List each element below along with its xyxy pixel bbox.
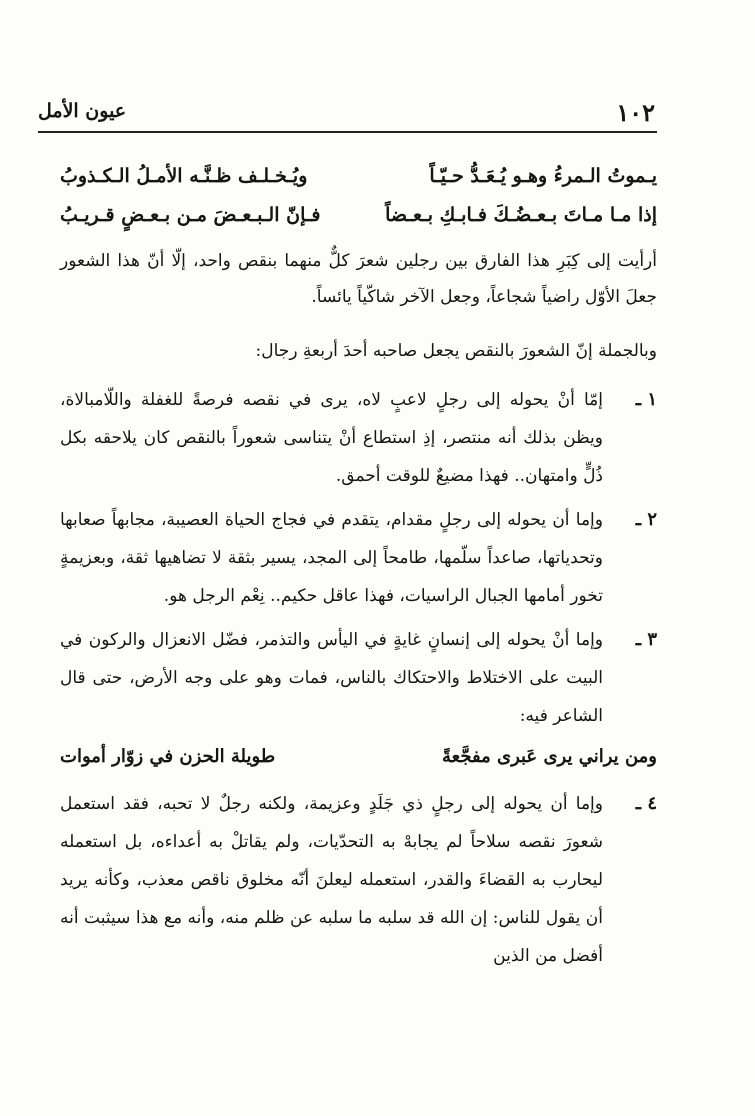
list-item-text: وإما أنْ يحوله إلى إنسانٍ غايةٍ في اليأس والتذمر، فضّل الانعزال والركون في البيت على الاختلاط والاحتكاك بالناس، فمات وهو على وجه الأرض، حتى قال الشاعر فيه: (60, 630, 603, 726)
verse-line (60, 162, 657, 190)
body-paragraph: وبالجملة إنّ الشعورَ بالنقص يجعل صاحبه أحدَ أربعةِ رجال: (255, 341, 657, 361)
list-item (60, 621, 657, 735)
list-item (60, 381, 657, 495)
body-paragraph: أرأيت إلى كِبَرِ هذا الفارق بين رجلين شعرَ كلٌّ منهما بنقص واحد، إلّا أنّ هذا الشعور جعلَ الأوّل راضياً شجاعاً، وجعل الآخر شاكّياً يائساً. (60, 251, 657, 307)
running-title: عيون الأمل (38, 100, 127, 122)
list-item-number: ٤ ـ (635, 793, 657, 814)
list-item-text: إمّا أنْ يحوله إلى رجلٍ لاعبٍ لاه، يرى في نقصه فرصةً للغفلة واللّامبالاة، ويظن بذلك أنه منتصر، إذِ استطاع أنْ يتناسى شعوراً بالنقص كان يلاحقه بكل ذُلٍّ وامتهان.. فهذا مضيعٌ للوقت أحمق. (60, 390, 603, 486)
list-item (60, 785, 657, 975)
verse-hemistich-second: فـإنّ الـبـعـضَ مـن بـعـضٍ قـريـبُ (60, 204, 321, 226)
list-item (60, 501, 657, 615)
page-content (60, 162, 657, 981)
list-item-number: ٢ ـ (635, 509, 657, 530)
verse-line (60, 201, 657, 229)
list-item-text: وإما أن يحوله إلى رجلٍ مقدام، يتقدم في فجاج الحياة العصيبة، مجابهاً صعابها وتحدياتها، صاعداً سلّمها، طامحاً إلى المجد، يسير بثقة لا تضاهيها ثقة، وبعزيمةٍ تخور أمامها الجبال الراسيات، فهذا عاقل حكيم.. نِعْم الرجل هو. (60, 510, 603, 606)
verse-hemistich-first: ومن يراني يرى عَبرى مفجَّعةً (442, 746, 657, 767)
list-item-text: وإما أن يحوله إلى رجلٍ ذي جَلَدٍ وعزيمة، ولكنه رجلٌ لا تحبه، فقد استعمل شعورَ نقصه سلاحاً لم يجابهْ به التحدّيات، ولم يقاتلْ به أعداءه، بل استعمله ليحارب به القضاءَ والقدر، استعمله ليعلنَ أنّه مخلوق ناقص معذب، وكأنه يريد أن يقول للناس: إن الله قد سلبه ما سلبه عن ظلم منه، وأنه مع هذا سيثبت أنه أفضل من الذين (60, 794, 603, 966)
list-item-number: ٣ ـ (635, 629, 657, 650)
verse-hemistich-second: ويُـخـلـف ظـنَّـه الأمـلُ الـكـذوبُ (60, 165, 308, 187)
quoted-verse (60, 741, 657, 773)
verse-hemistich-second: طويلة الحزن في زوّار أموات (60, 746, 276, 767)
page-number: ١٠٢ (616, 98, 655, 127)
list-item-number: ١ ـ (635, 389, 657, 410)
verse-hemistich-first: إذا مـا مـاتَ بـعـضُـكَ فـابـكِ بـعـضاً (385, 204, 657, 226)
verse-hemistich-first: يـموتُ الـمرءُ وهـو يُـعَـدُّ حـيّـاً (429, 165, 657, 187)
header-divider (38, 131, 657, 133)
poem-block (60, 162, 657, 229)
